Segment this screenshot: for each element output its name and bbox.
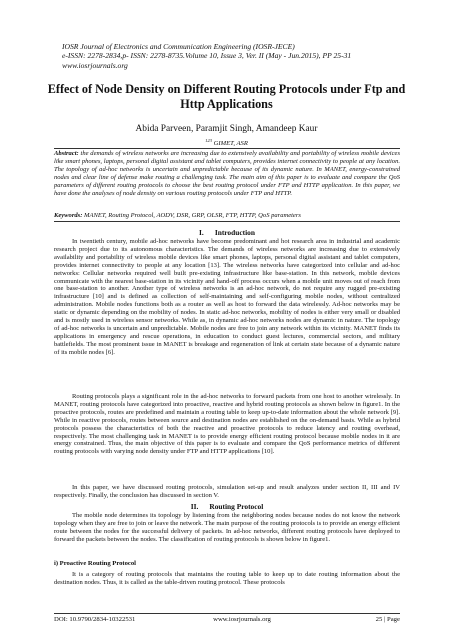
journal-website: www.iosrjournals.org [62, 60, 128, 70]
intro-paragraph-3 [54, 484, 400, 500]
intro-paragraph-3-text: In this paper, we have discussed routing protocols, simulation set-up and result analyzes under section II, III and IV respectively. Finally, the conclusion has discussed in section V. [54, 484, 400, 499]
paper-affiliation: GIMET, ASR [213, 140, 248, 148]
proactive-paragraph-1-text: It is a category of routing protocols that maintains the routing table to keep up to date routing information about the destination nodes. Thus, it is called as the table-driven routing protocol. These protocols [54, 571, 400, 586]
proactive-paragraph-1 [54, 571, 400, 587]
footer-page-number: 25 | Page [375, 616, 400, 623]
section-heading-routing-protocol-text: II. Routing Protocol [190, 502, 264, 511]
intro-paragraph-2 [54, 393, 400, 456]
paper-title: Effect of Node Density on Different Routing Protocols under Ftp and Http Applications [47, 82, 406, 111]
paper-authors: Abida Parveen, Paramjit Singh, Amandeep Kaur [135, 124, 318, 134]
section-heading-introduction [54, 228, 400, 237]
journal-issn: e-ISSN: 2278-2834,p- ISSN: 2278-8735.Volume 10, Issue 3, Ver. II (May - Jun.2015), PP 25-31 [62, 51, 352, 61]
section-heading-introduction-text: I. Introduction [199, 228, 255, 237]
routing-paragraph-1-text: The mobile node determines its topology by listening from the neighboring nodes because nodes do not know the network topology when they are free to join or leave the network. The main purpose of the routing protocols is to provide an energy efficient route between the nodes for the successful delivery of packets. In ad-hoc networks, different routing protocols have deployed to forward the packets between the nodes. The classification of routing protocols is shown below in figure1. [54, 512, 400, 543]
abstract-bottom-rule [54, 221, 400, 222]
routing-paragraph-1 [54, 512, 400, 544]
keywords [54, 212, 400, 220]
footer-website: www.iosrjournals.org [213, 616, 271, 623]
abstract-text: the demands of wireless networks are increasing due to extensively availability and portability of wireless mobile devices like smart phones, laptops, personal digital assistant and tablet computers, provides internet connectivity to people at any location. The topology of ad-hoc networks is uncertain and unpredictable because of its dynamic nature. In MANET, energy-constrained nodes and clear line of defense make routing a challenging task. The main aim of this paper is to evaluate and compare the QoS parameters of different routing protocols to choose the best routing protocol under FTP and HTTP application. In this paper, we have done the analyses of node density on various routing protocols under FTP and HTTP. [54, 150, 400, 198]
journal-name: IOSR Journal of Electronics and Communication Engineering (IOSR-JECE) [62, 42, 295, 51]
paper-affiliation-line [40, 137, 413, 148]
affiliation-marks: 123 [205, 138, 213, 143]
footer-rule [54, 613, 400, 614]
abstract-label: Abstract: [54, 150, 79, 157]
intro-paragraph-2-text: Routing protocols plays a significant role in the ad-hoc networks to forward packets from one host to another wirelessly. In MANET, routing protocols have categorized into proactive, reactive and hybrid routing protocols as shown below in figure1. In the proactive protocols, routes are predefined and maintain a routing table to keep up-to-date information about the whole network [9]. While in reactive protocols, routes between source and destination nodes are established on the on-demand basis. While as hybrid protocols possess the characteristics of both the reactive and proactive protocols to reduce latency and routing overhead, respectively. The most challenging task in MANET is to provide energy efficient routing protocol because mobile nodes in it are energy constrained. Thus, the main objective of this paper is to evaluate and compare the QoS performance metrics of different routing protocols with varying node density under FTP and HTTP applications [10]. [54, 393, 400, 456]
subsection-heading-proactive: i) Proactive Routing Protocol [54, 560, 136, 567]
intro-paragraph-1 [54, 238, 400, 357]
abstract [54, 150, 400, 198]
keywords-text: MANET, Routing Protocol, AODV, DSR, GRP, OLSR, FTP, HTTP, QoS parameters [84, 212, 301, 219]
intro-paragraph-1-text: In twentieth century, mobile ad-hoc networks have become predominant and hot research area in industrial and academic research project due to its autonomous characteristics. The demands of wireless networks are increasing due to extensively availability and portability of wireless mobile devices like smart phones, laptops, personal digital assistant and tablet computers, provides internet connectivity to people at any location [13]. The wireless networks have categorized into cellular and ad-hoc networks: Cellular networks required well built pre-existing infrastructure like base-station. In this network, mobile devices communicate with the nearest base-station in its vicinity and hand-off process occurs when a mobile unit moves out of reach from one base-station to another. Another type of wireless networks is an ad-hoc network, do not require any rugged pre-existing infrastructure [10] and is defined as collection of self-maintaining and self-configuring mobile nodes, without centralized administration. Mobile nodes functions both as a router as well as host to forward the data wirelessly. Ad-hoc networks may be static or dynamic depending on the mobility of nodes. In static ad-hoc networks, mobility of nodes is either very small or disabled and is mostly used in wireless sensor networks. While as, in dynamic ad-hoc networks nodes are dynamic in nature. The topology of ad-hoc networks is uncertain and unpredictable. Mobile nodes are free to join any network within its vicinity. MANET finds its applications in emergency and rescue operations, in education to conduct guest lectures, commercial sectors, and military battlefields. The most prominent issue in MANET is breakage and regeneration of link at certain state because of a dynamic nature of its mobile nodes [6]. [54, 238, 400, 356]
keywords-label: Keywords: [54, 212, 83, 219]
abstract-top-rule [54, 148, 400, 149]
section-heading-routing-protocol [54, 502, 400, 511]
journal-header [62, 42, 402, 70]
footer-doi: DOI: 10.9790/2834-10322531 [54, 616, 136, 623]
